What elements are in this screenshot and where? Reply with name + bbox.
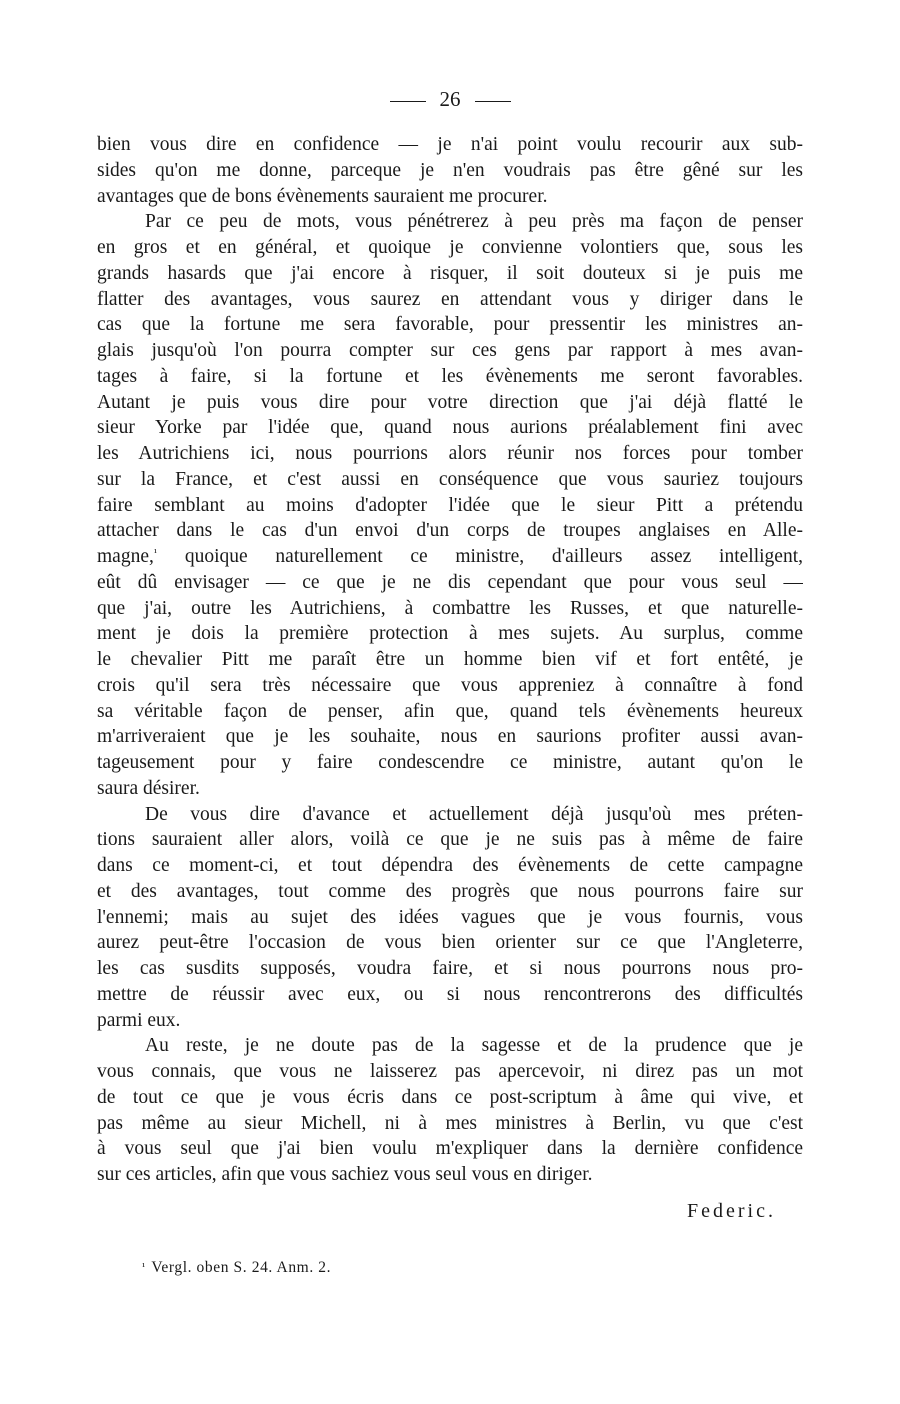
text-line: mettre de réussir avec eux, ou si nous rencontrerons des difficultés bbox=[97, 983, 803, 1005]
footnote bbox=[142, 1257, 331, 1278]
text-line: m'arriveraient que je les souhaite, nous en saurions profiter aussi avan- bbox=[97, 726, 803, 748]
text-line: aurez peut-être l'occasion de vous bien orienter sur ce que l'Angleterre, bbox=[97, 932, 803, 954]
text-line: tages à faire, si la fortune et les évènements me seront favorables. bbox=[97, 365, 803, 387]
text-fragment: quoique naturellement ce ministre, d'ailleurs assez intelligent, bbox=[157, 546, 803, 567]
header-rule-left bbox=[390, 101, 426, 102]
text-line: dans ce moment-ci, et tout dépendra des évènements de cette campagne bbox=[97, 855, 803, 876]
text-line: parmi eux. bbox=[97, 1009, 181, 1031]
text-line: eût dû envisager — ce que je ne dis cependant que pour vous seul — bbox=[97, 571, 803, 593]
text-line: avantages que de bons évènements sauraient me procurer. bbox=[97, 185, 548, 207]
text-line: glais jusqu'où l'on pourra compter sur ces gens par rapport à mes avan- bbox=[97, 340, 803, 361]
body-text bbox=[97, 132, 803, 1188]
page-header bbox=[0, 86, 900, 112]
text-line: l'ennemi; mais au sujet des idées vagues que je vous fournis, vous bbox=[97, 906, 803, 928]
text-line: les Autrichiens ici, nous pourrions alors réunir nos forces pour tomber bbox=[97, 443, 803, 464]
text-fragment: magne, bbox=[97, 546, 154, 567]
footnote-text: Vergl. oben S. 24. Anm. 2. bbox=[151, 1259, 332, 1276]
text-line: cas que la fortune me sera favorable, pour pressentir les ministres an- bbox=[97, 314, 803, 336]
text-line: crois qu'il sera très nécessaire que vous appreniez à connaître à fond bbox=[97, 674, 803, 696]
text-line: en gros et en général, et quoique je convienne volontiers que, sous les bbox=[97, 237, 803, 258]
text-line: grands hasards que j'ai encore à risquer, il soit douteux si je puis me bbox=[97, 262, 803, 284]
text-line: flatter des avantages, vous saurez en attendant vous y diriger dans le bbox=[97, 288, 803, 310]
text-line: Autant je puis vous dire pour votre direction que j'ai déjà flatté le bbox=[97, 391, 803, 413]
text-line: tageusement pour y faire condescendre ce ministre, autant qu'on le bbox=[97, 752, 803, 773]
text-line: sieur Yorke par l'idée que, quand nous aurions préalablement fini avec bbox=[97, 417, 803, 439]
signature: Federic. bbox=[687, 1200, 776, 1222]
text-line: et des avantages, tout comme des progrès que nous pourrons faire sur bbox=[97, 880, 803, 902]
text-line: le chevalier Pitt me paraît être un homme bien vif et fort entêté, je bbox=[97, 649, 803, 670]
text-line: vous connais, que vous ne laisserez pas apercevoir, ni direz pas un mot bbox=[97, 1061, 803, 1082]
text-line: Au reste, je ne doute pas de la sagesse et de la prudence que je bbox=[145, 1035, 803, 1057]
text-line: sides qu'on me donne, parceque je n'en voudrais pas être gêné sur les bbox=[97, 159, 803, 181]
page-number: 26 bbox=[439, 87, 461, 111]
footnote-number: ¹ bbox=[142, 1261, 146, 1273]
footnote-reference: ¹ bbox=[153, 547, 158, 559]
text-line: saura désirer. bbox=[97, 777, 200, 799]
text-line: sur ces articles, afin que vous sachiez vous seul vous en diriger. bbox=[97, 1164, 593, 1185]
text-line: sur la France, et c'est aussi en conséquence que vous sauriez toujours bbox=[97, 468, 803, 490]
text-line: pas même au sieur Michell, ni à mes ministres à Berlin, vu que c'est bbox=[97, 1112, 803, 1134]
text-line: à vous seul que j'ai bien voulu m'expliquer dans la dernière confidence bbox=[97, 1138, 803, 1160]
text-line: bien vous dire en confidence — je n'ai point voulu recourir aux sub- bbox=[97, 134, 803, 155]
text-line: de tout ce que je vous écris dans ce post-scriptum à âme qui vive, et bbox=[97, 1086, 803, 1108]
text-line: Par ce peu de mots, vous pénétrerez à peu près ma façon de penser bbox=[145, 211, 803, 233]
text-line: De vous dire d'avance et actuellement déjà jusqu'où mes préten- bbox=[145, 803, 803, 825]
text-line: attacher dans le cas d'un envoi d'un corps de troupes anglaises en Alle- bbox=[97, 520, 803, 542]
text-line-with-footnote-ref bbox=[97, 544, 803, 570]
text-line: que j'ai, outre les Autrichiens, à combattre les Russes, et que naturelle- bbox=[97, 597, 803, 619]
text-line: faire semblant au moins d'adopter l'idée que le sieur Pitt a prétendu bbox=[97, 494, 803, 516]
text-line: les cas susdits supposés, voudra faire, et si nous pourrons nous pro- bbox=[97, 958, 803, 979]
header-rule-right bbox=[475, 101, 511, 102]
text-line: sa véritable façon de penser, afin que, quand tels évènements heureux bbox=[97, 700, 803, 722]
text-line: tions sauraient aller alors, voilà ce que je ne suis pas à même de faire bbox=[97, 829, 803, 851]
text-line: ment je dois la première protection à mes sujets. Au surplus, comme bbox=[97, 623, 803, 645]
